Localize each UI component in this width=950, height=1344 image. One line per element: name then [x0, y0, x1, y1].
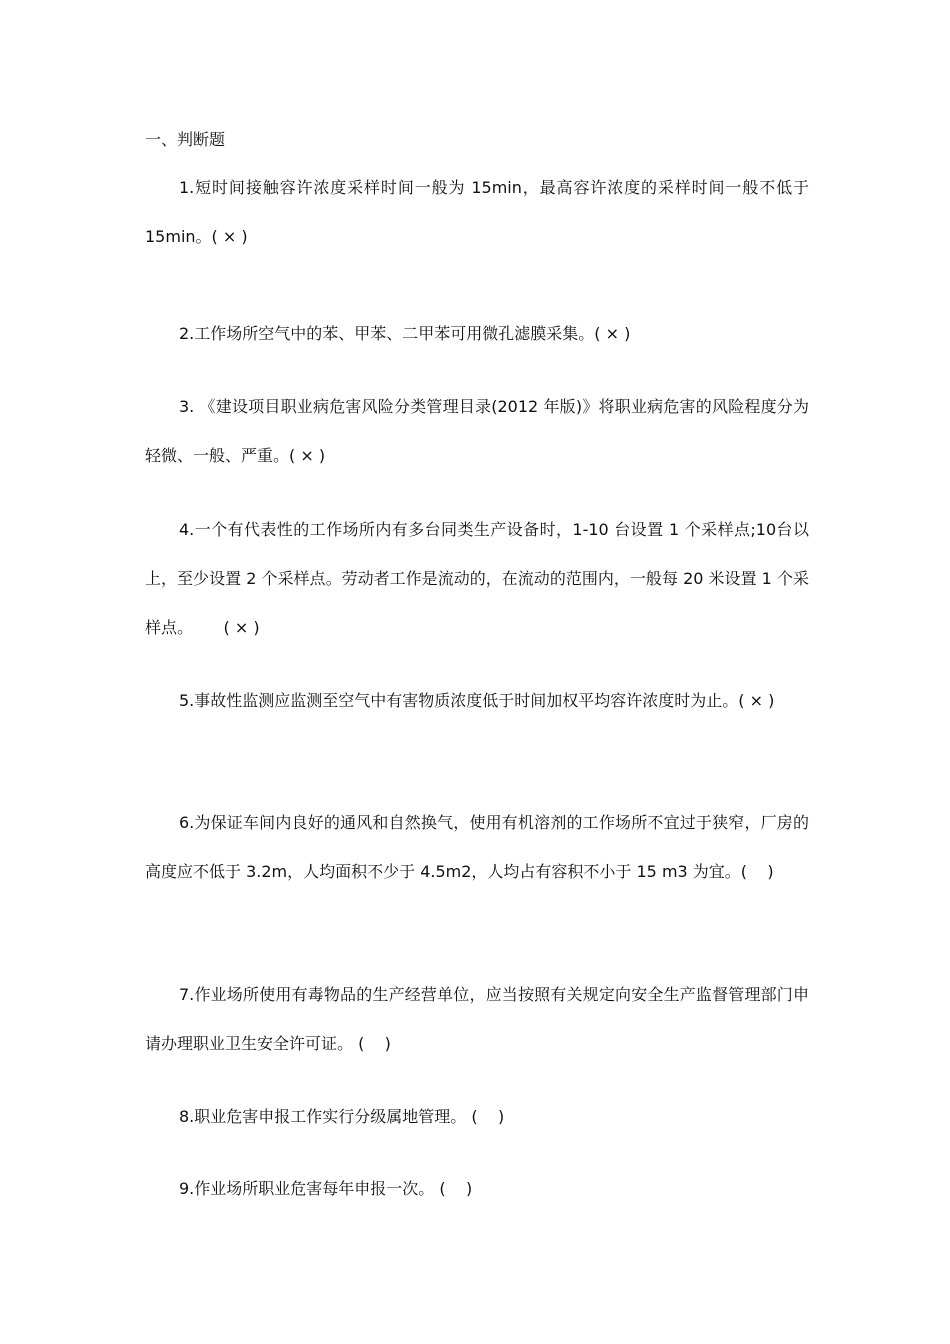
question-8 [145, 1092, 809, 1141]
question-6 [145, 798, 809, 896]
section-title: 一、判断题 [145, 130, 226, 149]
question-3 [145, 382, 809, 480]
question-1 [145, 163, 815, 261]
question-2-text: 2.工作场所空气中的苯、甲苯、二甲苯可用微孔滤膜采集。( × ) [179, 324, 631, 343]
question-2 [145, 309, 809, 358]
question-6-text: 6.为保证车间内良好的通风和自然换气，使用有机溶剂的工作场所不宜过于狭窄，厂房的高度应不低于 3.2m，人均面积不少于 4.5m2，人均占有容积不小于 15 m3 为宜。( ) [145, 813, 809, 881]
question-5 [145, 676, 809, 725]
question-1-text: 1.短时间接触容许浓度采样时间一般为 15min，最高容许浓度的采样时间一般不低于 15min。( × ) [145, 178, 815, 246]
question-9 [145, 1164, 809, 1213]
question-7-text: 7.作业场所使用有毒物品的生产经营单位，应当按照有关规定向安全生产监督管理部门申请办理职业卫生安全许可证。 ( ) [145, 985, 809, 1053]
question-8-text: 8.职业危害申报工作实行分级属地管理。 ( ) [179, 1107, 505, 1126]
question-3-text: 3. 《建设项目职业病危害风险分类管理目录(2012 年版)》将职业病危害的风险程度分为轻微、一般、严重。( × ) [145, 397, 809, 465]
question-9-text: 9.作业场所职业危害每年申报一次。 ( ) [179, 1179, 473, 1198]
question-4-text: 4.一个有代表性的工作场所内有多台同类生产设备时，1-10 台设置 1 个采样点;10台以上，至少设置 2 个采样点。劳动者工作是流动的，在流动的范围内，一般每 20 米设置 1 个采样点。 ( × ) [145, 520, 809, 637]
question-4 [145, 505, 809, 652]
question-5-text: 5.事故性监测应监测至空气中有害物质浓度低于时间加权平均容许浓度时为止。( × ) [179, 691, 775, 710]
question-7 [145, 970, 809, 1068]
